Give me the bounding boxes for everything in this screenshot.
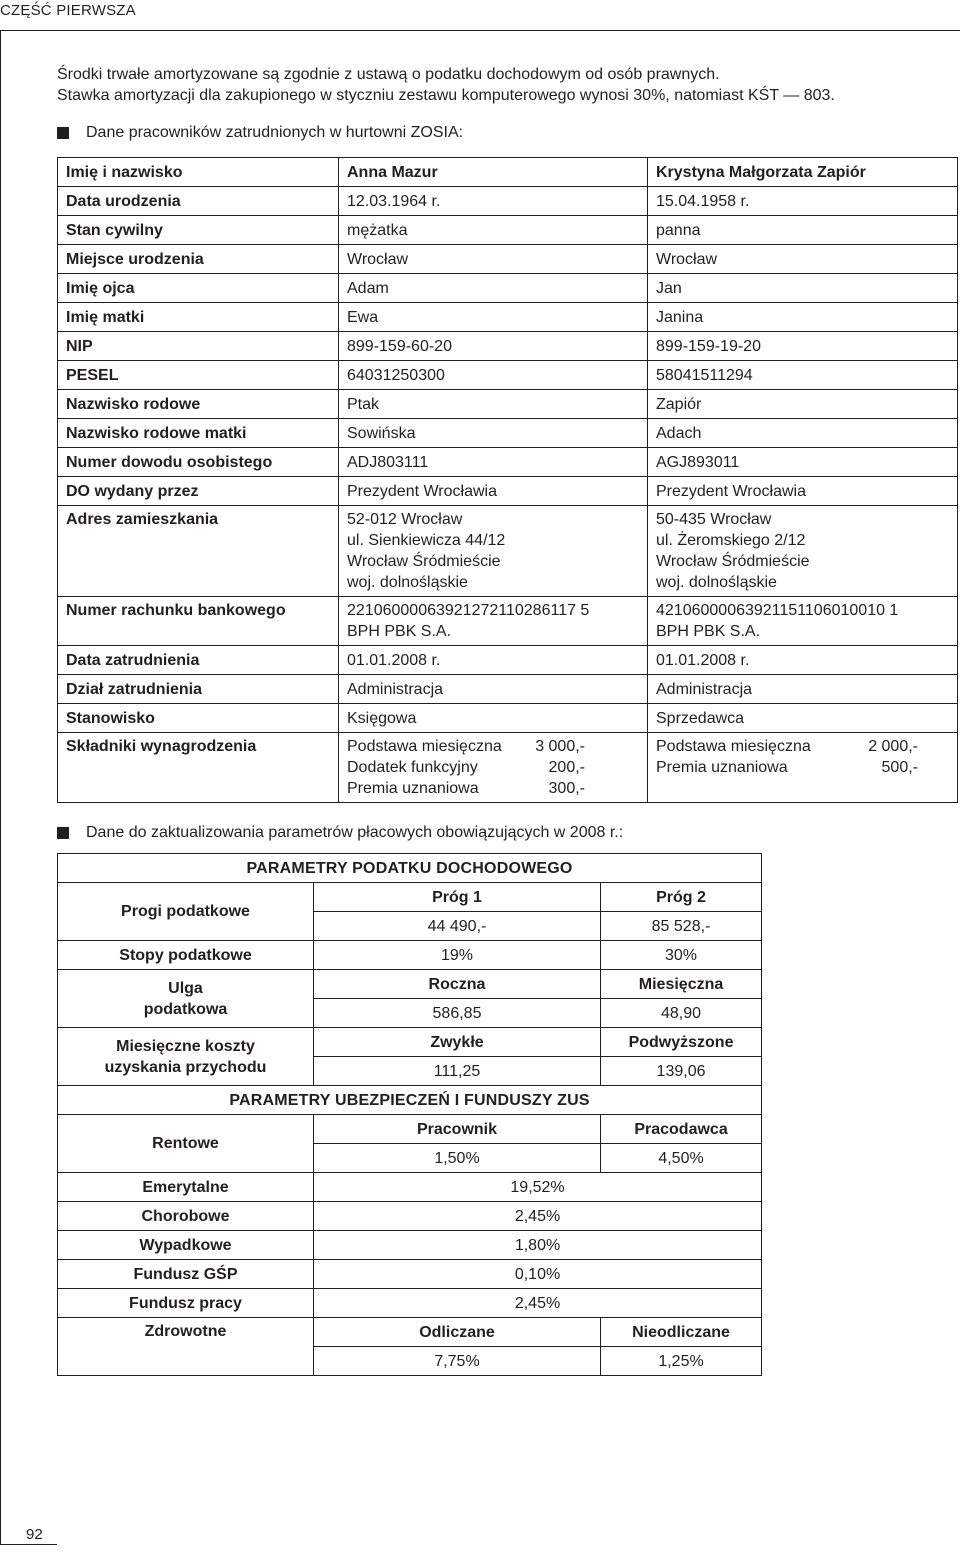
pay-component: Premia uznaniowa: [656, 759, 788, 776]
table-row: [58, 704, 958, 733]
table-row: [58, 1260, 762, 1289]
address-line: ul. Sienkiewicza 44/12: [347, 532, 506, 549]
table-cell: Janina: [648, 303, 958, 332]
table-cell: Zapiór: [648, 390, 958, 419]
pay-component: Dodatek funkcyjny: [347, 759, 478, 776]
table-cell: Wrocław: [648, 245, 958, 274]
pay-component: Podstawa miesięczna: [656, 738, 811, 755]
page-frame-left: [0, 30, 1, 1544]
page-number: 92: [26, 1526, 43, 1543]
table-cell: Roczna: [314, 970, 601, 999]
header-rule: [0, 30, 960, 31]
address-line: Wrocław Śródmieście: [656, 553, 810, 570]
bank-name: BPH PBK S.A.: [347, 623, 452, 640]
table-cell: 111,25: [314, 1057, 601, 1086]
table-cell: 12.03.1964 r.: [339, 187, 648, 216]
table-cell: 0,10%: [314, 1260, 762, 1289]
table-cell: Prezydent Wrocławia: [648, 477, 958, 506]
intro-line: Środki trwałe amortyzowane są zgodnie z ustawą o podatku dochodowym od osób prawnych.: [57, 66, 720, 83]
table-cell: 85 528,-: [601, 912, 762, 941]
address-line: 50-435 Wrocław: [656, 511, 772, 528]
table-row: [58, 274, 958, 303]
row-label: PESEL: [58, 361, 339, 390]
row-label: Imię matki: [58, 303, 339, 332]
table-row: [58, 332, 958, 361]
table-row: [58, 854, 762, 883]
table-row: [58, 361, 958, 390]
table-cell: Administracja: [648, 675, 958, 704]
label-line: uzyskania przychodu: [104, 1058, 267, 1076]
row-label: Stanowisko: [58, 704, 339, 733]
bullet-text: Dane do zaktualizowania parametrów płacowych obowiązujących w 2008 r.:: [86, 824, 624, 841]
row-label: Rentowe: [58, 1115, 314, 1173]
row-label: Nazwisko rodowe matki: [58, 419, 339, 448]
table-row: [58, 1086, 762, 1115]
table-row: [58, 1202, 762, 1231]
table-row-address: [58, 506, 958, 597]
table-cell: Administracja: [339, 675, 648, 704]
row-label: Progi podatkowe: [58, 883, 314, 941]
table-cell: 899-159-60-20: [339, 332, 648, 361]
table-cell: AGJ893011: [648, 448, 958, 477]
intro-paragraph: [57, 64, 937, 106]
pay-cell: [648, 733, 958, 803]
intro-line: Stawka amortyzacji dla zakupionego w styczniu zestawu komputerowego wynosi 30%, natomiast KŚT — 803.: [57, 87, 835, 104]
label-line: Ulga: [168, 979, 203, 997]
parameters-table: [57, 853, 762, 1376]
row-label: NIP: [58, 332, 339, 361]
address-cell: [648, 506, 958, 597]
table-cell: Krystyna Małgorzata Zapiór: [648, 158, 958, 187]
row-label: Stan cywilny: [58, 216, 339, 245]
table-row: [58, 477, 958, 506]
table-row: [58, 1231, 762, 1260]
table-cell: 4,50%: [601, 1144, 762, 1173]
table-row: [58, 1318, 762, 1347]
table-cell: 7,75%: [314, 1347, 601, 1376]
row-label: Adres zamieszkania: [58, 506, 339, 597]
table-cell: 48,90: [601, 999, 762, 1028]
row-label: Fundusz pracy: [58, 1289, 314, 1318]
tax-section-title: PARAMETRY PODATKU DOCHODOWEGO: [58, 854, 762, 883]
table-row: [58, 303, 958, 332]
address-line: woj. dolnośląskie: [347, 574, 468, 591]
table-row: [58, 216, 958, 245]
table-cell: panna: [648, 216, 958, 245]
row-label: Nazwisko rodowe: [58, 390, 339, 419]
table-cell: Próg 2: [601, 883, 762, 912]
pay-amount: 2 000,-: [868, 738, 918, 755]
table-row: [58, 419, 958, 448]
table-cell: 2,45%: [314, 1202, 762, 1231]
bank-name: BPH PBK S.A.: [656, 623, 761, 640]
pay-amount: 300,-: [548, 780, 585, 797]
table-row: [58, 448, 958, 477]
account-cell: [648, 597, 958, 646]
table-row-pay: [58, 733, 958, 803]
table-row: [58, 941, 762, 970]
row-label: Imię ojca: [58, 274, 339, 303]
label-line: podatkowa: [143, 1000, 228, 1018]
pay-component: Premia uznaniowa: [347, 780, 479, 797]
table-cell: 01.01.2008 r.: [648, 646, 958, 675]
square-bullet-icon: [57, 827, 69, 839]
row-label: Emerytalne: [58, 1173, 314, 1202]
address-line: woj. dolnośląskie: [656, 574, 777, 591]
row-label: Składniki wynagrodzenia: [58, 733, 339, 803]
row-label: Numer rachunku bankowego: [58, 597, 339, 646]
square-bullet-icon: [57, 127, 69, 139]
table-cell: Nieodliczane: [601, 1318, 762, 1347]
row-label: Fundusz GŚP: [58, 1260, 314, 1289]
table-cell: Adach: [648, 419, 958, 448]
row-label: Zdrowotne: [58, 1318, 314, 1376]
account-number: 22106000063921272110286117 5: [347, 602, 590, 619]
table-cell: 139,06: [601, 1057, 762, 1086]
row-label: Dział zatrudnienia: [58, 675, 339, 704]
address-line: Wrocław Śródmieście: [347, 553, 501, 570]
table-cell: Ptak: [339, 390, 648, 419]
table-row-account: [58, 597, 958, 646]
table-cell: Próg 1: [314, 883, 601, 912]
bullet-text: Dane pracowników zatrudnionych w hurtowni ZOSIA:: [86, 124, 464, 141]
table-row: [58, 390, 958, 419]
table-cell: Księgowa: [339, 704, 648, 733]
table-cell: Adam: [339, 274, 648, 303]
pay-amount: 500,-: [881, 759, 918, 776]
table-cell: 15.04.1958 r.: [648, 187, 958, 216]
table-cell: 19%: [314, 941, 601, 970]
bullet-employees: [57, 124, 463, 142]
table-cell: Anna Mazur: [339, 158, 648, 187]
account-cell: [339, 597, 648, 646]
table-cell: Jan: [648, 274, 958, 303]
pay-amount: 200,-: [548, 759, 585, 776]
row-label: Miejsce urodzenia: [58, 245, 339, 274]
table-cell: 44 490,-: [314, 912, 601, 941]
pay-component: Podstawa miesięczna: [347, 738, 502, 755]
table-cell: Odliczane: [314, 1318, 601, 1347]
section-title: CZĘŚĆ PIERWSZA: [0, 2, 136, 19]
account-number: 42106000063921151106010010 1: [656, 602, 899, 619]
bullet-parameters: [57, 824, 623, 842]
row-label: Data urodzenia: [58, 187, 339, 216]
table-cell: Prezydent Wrocławia: [339, 477, 648, 506]
table-cell: 58041511294: [648, 361, 958, 390]
table-cell: Sprzedawca: [648, 704, 958, 733]
table-row: [58, 970, 762, 999]
table-row: [58, 883, 762, 912]
row-label: Numer dowodu osobistego: [58, 448, 339, 477]
label-line: Miesięczne koszty: [116, 1037, 255, 1055]
row-label: [58, 970, 314, 1028]
table-cell: Miesięczna: [601, 970, 762, 999]
table-header-row: [58, 158, 958, 187]
table-row: [58, 1289, 762, 1318]
table-cell: 586,85: [314, 999, 601, 1028]
table-cell: 1,25%: [601, 1347, 762, 1376]
table-cell: 30%: [601, 941, 762, 970]
table-cell: Sowińska: [339, 419, 648, 448]
employees-table: [57, 157, 958, 803]
table-row: [58, 1115, 762, 1144]
table-row: [58, 1173, 762, 1202]
table-cell: Pracodawca: [601, 1115, 762, 1144]
table-cell: 1,50%: [314, 1144, 601, 1173]
pay-amount: 3 000,-: [535, 738, 585, 755]
row-label: Chorobowe: [58, 1202, 314, 1231]
table-cell: Ewa: [339, 303, 648, 332]
table-cell: 19,52%: [314, 1173, 762, 1202]
table-row: [58, 646, 958, 675]
row-label: DO wydany przez: [58, 477, 339, 506]
address-cell: [339, 506, 648, 597]
page-frame-bottom: [0, 1544, 57, 1545]
table-cell: 01.01.2008 r.: [339, 646, 648, 675]
table-cell: 899-159-19-20: [648, 332, 958, 361]
row-label: Data zatrudnienia: [58, 646, 339, 675]
row-label: Wypadkowe: [58, 1231, 314, 1260]
row-label: [58, 1028, 314, 1086]
table-cell: Podwyższone: [601, 1028, 762, 1057]
table-row: [58, 245, 958, 274]
table-cell: mężatka: [339, 216, 648, 245]
table-cell: 64031250300: [339, 361, 648, 390]
zus-section-title: PARAMETRY UBEZPIECZEŃ I FUNDUSZY ZUS: [58, 1086, 762, 1115]
table-row: [58, 1028, 762, 1057]
table-cell: Zwykłe: [314, 1028, 601, 1057]
table-cell: Pracownik: [314, 1115, 601, 1144]
table-cell: Wrocław: [339, 245, 648, 274]
row-label: Stopy podatkowe: [58, 941, 314, 970]
table-row: [58, 675, 958, 704]
table-cell: ADJ803111: [339, 448, 648, 477]
table-cell: Imię i nazwisko: [58, 158, 339, 187]
table-cell: 1,80%: [314, 1231, 762, 1260]
address-line: 52-012 Wrocław: [347, 511, 463, 528]
table-row: [58, 187, 958, 216]
address-line: ul. Żeromskiego 2/12: [656, 532, 806, 549]
table-cell: 2,45%: [314, 1289, 762, 1318]
pay-cell: [339, 733, 648, 803]
